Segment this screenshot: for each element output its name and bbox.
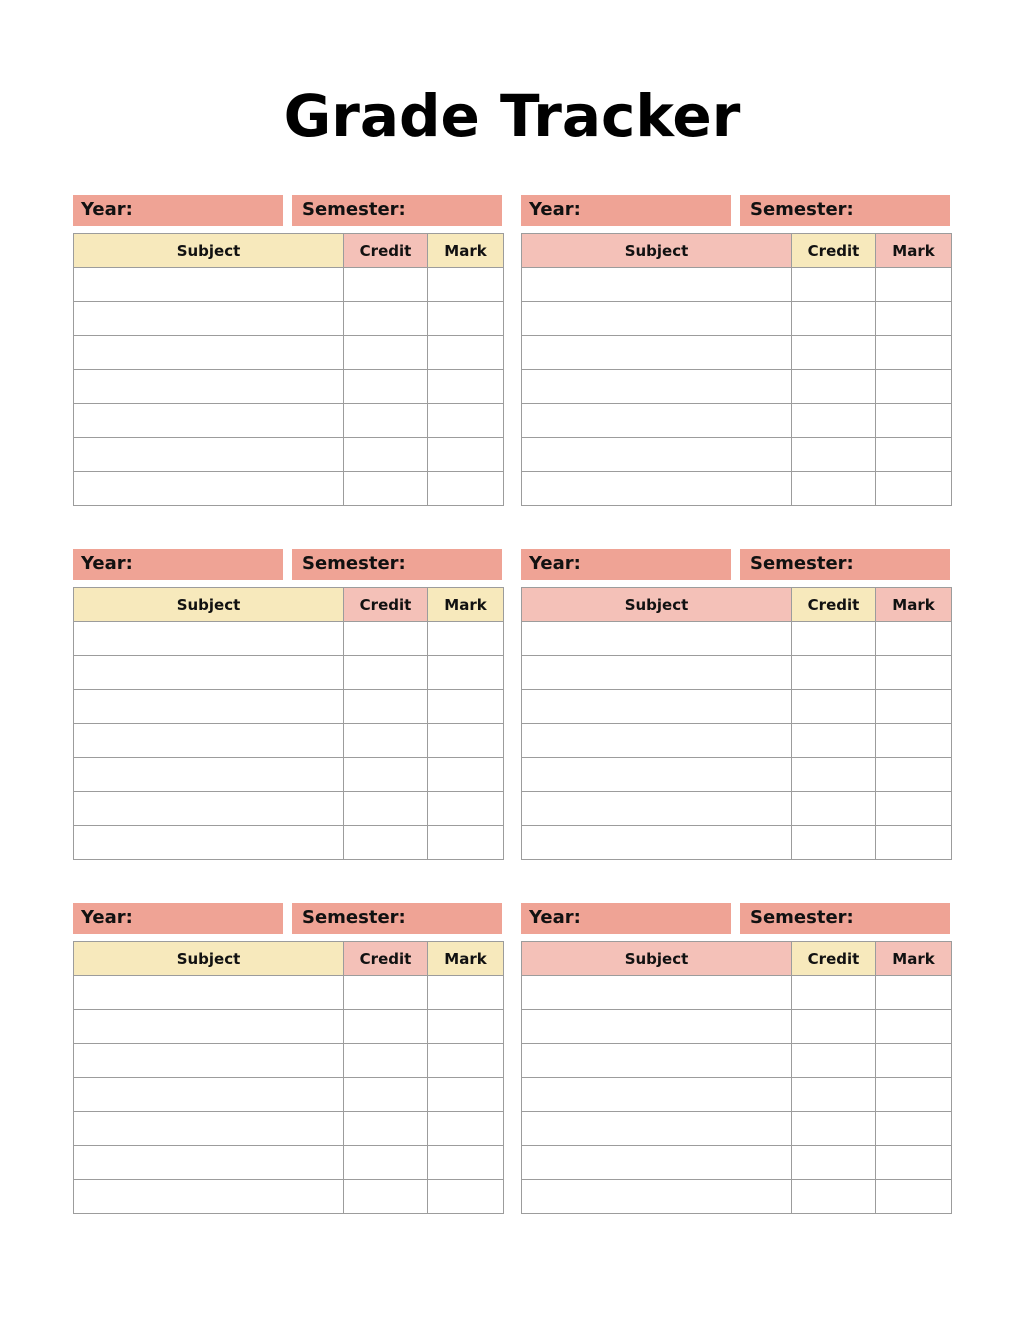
table-header (522, 588, 952, 622)
table-header (74, 588, 504, 622)
table-row (522, 690, 952, 724)
mark-cell[interactable] (876, 758, 952, 792)
credit-cell[interactable] (792, 1010, 876, 1044)
subject-cell[interactable] (522, 1010, 792, 1044)
year-field[interactable] (73, 903, 283, 934)
subject-cell[interactable] (522, 336, 792, 370)
mark-cell[interactable] (428, 976, 504, 1010)
semester-label: Semester: (750, 907, 854, 928)
mark-cell[interactable] (428, 302, 504, 336)
grades-table (73, 941, 504, 1214)
credit-cell[interactable] (792, 268, 876, 302)
mark-cell[interactable] (428, 826, 504, 860)
credit-cell[interactable] (792, 438, 876, 472)
mark-cell[interactable] (428, 1180, 504, 1214)
table-row (522, 438, 952, 472)
table-row (74, 268, 504, 302)
table-row (74, 656, 504, 690)
mark-cell[interactable] (876, 336, 952, 370)
table-header (74, 942, 504, 976)
year-field[interactable] (521, 903, 731, 934)
mark-header: Mark (876, 234, 952, 268)
subject-header: Subject (522, 588, 792, 622)
subject-cell[interactable] (522, 724, 792, 758)
table-row (522, 724, 952, 758)
semester-label: Semester: (302, 907, 406, 928)
subject-cell[interactable] (74, 976, 344, 1010)
table-row (522, 656, 952, 690)
subject-cell[interactable] (522, 438, 792, 472)
credit-cell[interactable] (792, 302, 876, 336)
subject-cell[interactable] (74, 1044, 344, 1078)
subject-cell[interactable] (74, 1146, 344, 1180)
mark-header: Mark (876, 588, 952, 622)
mark-cell[interactable] (428, 1044, 504, 1078)
mark-cell[interactable] (876, 1078, 952, 1112)
grades-table (521, 587, 952, 860)
semester-label: Semester: (750, 199, 854, 220)
mark-cell[interactable] (428, 404, 504, 438)
semester-label: Semester: (302, 553, 406, 574)
subject-cell[interactable] (522, 404, 792, 438)
subject-cell[interactable] (522, 1044, 792, 1078)
credit-cell[interactable] (792, 1112, 876, 1146)
mark-cell[interactable] (876, 976, 952, 1010)
credit-cell[interactable] (344, 656, 428, 690)
mark-cell[interactable] (876, 268, 952, 302)
credit-cell[interactable] (344, 336, 428, 370)
subject-cell[interactable] (74, 1112, 344, 1146)
table-row (522, 336, 952, 370)
table-row (522, 1180, 952, 1214)
credit-cell[interactable] (344, 1146, 428, 1180)
subject-cell[interactable] (522, 1078, 792, 1112)
subject-header: Subject (522, 234, 792, 268)
table-row (74, 724, 504, 758)
credit-cell[interactable] (344, 1010, 428, 1044)
credit-cell[interactable] (344, 370, 428, 404)
credit-cell[interactable] (344, 826, 428, 860)
table-row (74, 404, 504, 438)
mark-cell[interactable] (876, 656, 952, 690)
credit-cell[interactable] (344, 1044, 428, 1078)
mark-header: Mark (428, 942, 504, 976)
credit-cell[interactable] (344, 438, 428, 472)
table-row (74, 336, 504, 370)
table-row (522, 1112, 952, 1146)
table-row (522, 976, 952, 1010)
subject-cell[interactable] (74, 336, 344, 370)
table-row (74, 1044, 504, 1078)
mark-cell[interactable] (876, 302, 952, 336)
year-label: Year: (529, 199, 581, 220)
mark-cell[interactable] (428, 438, 504, 472)
mark-cell[interactable] (428, 724, 504, 758)
table-row (74, 792, 504, 826)
subject-cell[interactable] (74, 758, 344, 792)
credit-cell[interactable] (344, 302, 428, 336)
subject-cell[interactable] (74, 656, 344, 690)
table-row (522, 1010, 952, 1044)
subject-cell[interactable] (522, 690, 792, 724)
subject-cell[interactable] (522, 976, 792, 1010)
subject-cell[interactable] (522, 268, 792, 302)
mark-cell[interactable] (876, 370, 952, 404)
table-row (522, 1078, 952, 1112)
credit-cell[interactable] (792, 1044, 876, 1078)
table-row (522, 472, 952, 506)
mark-cell[interactable] (876, 724, 952, 758)
subject-cell[interactable] (74, 302, 344, 336)
credit-header: Credit (792, 588, 876, 622)
credit-cell[interactable] (344, 404, 428, 438)
year-field[interactable] (73, 549, 283, 580)
subject-header: Subject (522, 942, 792, 976)
credit-cell[interactable] (344, 1112, 428, 1146)
mark-header: Mark (876, 942, 952, 976)
credit-cell[interactable] (792, 976, 876, 1010)
table-row (74, 1010, 504, 1044)
credit-header: Credit (792, 234, 876, 268)
subject-cell[interactable] (522, 302, 792, 336)
mark-cell[interactable] (876, 1044, 952, 1078)
table-row (74, 1112, 504, 1146)
credit-cell[interactable] (792, 656, 876, 690)
year-label: Year: (529, 907, 581, 928)
mark-cell[interactable] (428, 472, 504, 506)
mark-cell[interactable] (428, 370, 504, 404)
mark-cell[interactable] (876, 690, 952, 724)
mark-cell[interactable] (428, 1078, 504, 1112)
credit-cell[interactable] (792, 758, 876, 792)
semester-field[interactable] (292, 195, 502, 226)
credit-header: Credit (344, 942, 428, 976)
credit-cell[interactable] (344, 976, 428, 1010)
subject-cell[interactable] (522, 370, 792, 404)
credit-cell[interactable] (344, 690, 428, 724)
credit-cell[interactable] (792, 1180, 876, 1214)
credit-cell[interactable] (344, 472, 428, 506)
grades-table (73, 233, 504, 506)
mark-cell[interactable] (876, 1112, 952, 1146)
year-field[interactable] (521, 195, 731, 226)
credit-header: Credit (344, 234, 428, 268)
mark-cell[interactable] (876, 826, 952, 860)
credit-cell[interactable] (792, 472, 876, 506)
table-row (522, 792, 952, 826)
table-row (522, 622, 952, 656)
table-header (74, 234, 504, 268)
year-label: Year: (81, 199, 133, 220)
table-row (74, 438, 504, 472)
credit-cell[interactable] (344, 1078, 428, 1112)
year-label: Year: (81, 907, 133, 928)
table-row (74, 976, 504, 1010)
mark-cell[interactable] (428, 656, 504, 690)
table-header (522, 942, 952, 976)
table-row (522, 302, 952, 336)
credit-header: Credit (792, 942, 876, 976)
table-row (522, 1044, 952, 1078)
mark-cell[interactable] (428, 1146, 504, 1180)
mark-cell[interactable] (428, 1010, 504, 1044)
subject-header: Subject (74, 588, 344, 622)
credit-cell[interactable] (792, 724, 876, 758)
subject-cell[interactable] (74, 438, 344, 472)
table-row (74, 1078, 504, 1112)
credit-cell[interactable] (344, 724, 428, 758)
grades-table (521, 233, 952, 506)
mark-cell[interactable] (876, 1146, 952, 1180)
table-row (74, 472, 504, 506)
year-field[interactable] (73, 195, 283, 226)
mark-cell[interactable] (428, 336, 504, 370)
table-row (74, 302, 504, 336)
subject-cell[interactable] (74, 792, 344, 826)
subject-header: Subject (74, 234, 344, 268)
credit-cell[interactable] (344, 1180, 428, 1214)
credit-cell[interactable] (344, 622, 428, 656)
mark-cell[interactable] (876, 472, 952, 506)
table-row (74, 758, 504, 792)
credit-cell[interactable] (792, 1078, 876, 1112)
year-label: Year: (529, 553, 581, 574)
mark-cell[interactable] (876, 792, 952, 826)
subject-cell[interactable] (74, 1180, 344, 1214)
mark-cell[interactable] (428, 622, 504, 656)
semester-label: Semester: (302, 199, 406, 220)
year-field[interactable] (521, 549, 731, 580)
semester-field[interactable] (740, 195, 950, 226)
subject-cell[interactable] (74, 404, 344, 438)
subject-cell[interactable] (74, 690, 344, 724)
credit-header: Credit (344, 588, 428, 622)
subject-cell[interactable] (522, 622, 792, 656)
mark-cell[interactable] (876, 622, 952, 656)
table-row (74, 370, 504, 404)
page-title: Grade Tracker (283, 82, 741, 150)
table-row (74, 622, 504, 656)
mark-header: Mark (428, 234, 504, 268)
credit-cell[interactable] (792, 336, 876, 370)
subject-cell[interactable] (74, 622, 344, 656)
table-header (522, 234, 952, 268)
table-row (522, 758, 952, 792)
table-row (74, 1146, 504, 1180)
semester-field[interactable] (740, 903, 950, 934)
semester-field[interactable] (292, 903, 502, 934)
mark-cell[interactable] (428, 268, 504, 302)
table-row (522, 404, 952, 438)
subject-cell[interactable] (522, 656, 792, 690)
subject-cell[interactable] (74, 472, 344, 506)
mark-cell[interactable] (876, 404, 952, 438)
mark-cell[interactable] (428, 758, 504, 792)
table-row (522, 268, 952, 302)
subject-cell[interactable] (74, 1010, 344, 1044)
subject-cell[interactable] (522, 792, 792, 826)
mark-cell[interactable] (428, 1112, 504, 1146)
year-label: Year: (81, 553, 133, 574)
subject-cell[interactable] (74, 268, 344, 302)
credit-cell[interactable] (792, 1146, 876, 1180)
subject-cell[interactable] (522, 1180, 792, 1214)
subject-cell[interactable] (522, 1112, 792, 1146)
credit-cell[interactable] (792, 690, 876, 724)
table-row (522, 370, 952, 404)
semester-label: Semester: (750, 553, 854, 574)
mark-cell[interactable] (876, 1010, 952, 1044)
mark-cell[interactable] (428, 690, 504, 724)
semester-field[interactable] (292, 549, 502, 580)
mark-cell[interactable] (876, 1180, 952, 1214)
mark-cell[interactable] (876, 438, 952, 472)
credit-cell[interactable] (792, 370, 876, 404)
table-row (522, 826, 952, 860)
subject-cell[interactable] (522, 472, 792, 506)
subject-cell[interactable] (74, 370, 344, 404)
table-row (74, 1180, 504, 1214)
credit-cell[interactable] (792, 792, 876, 826)
mark-cell[interactable] (428, 792, 504, 826)
credit-cell[interactable] (344, 268, 428, 302)
subject-cell[interactable] (74, 1078, 344, 1112)
credit-cell[interactable] (792, 826, 876, 860)
mark-header: Mark (428, 588, 504, 622)
subject-cell[interactable] (74, 826, 344, 860)
subject-cell[interactable] (74, 724, 344, 758)
subject-cell[interactable] (522, 1146, 792, 1180)
subject-header: Subject (74, 942, 344, 976)
credit-cell[interactable] (792, 404, 876, 438)
subject-cell[interactable] (522, 826, 792, 860)
credit-cell[interactable] (792, 622, 876, 656)
grades-table (521, 941, 952, 1214)
table-row (522, 1146, 952, 1180)
table-row (74, 826, 504, 860)
subject-cell[interactable] (522, 758, 792, 792)
credit-cell[interactable] (344, 758, 428, 792)
table-row (74, 690, 504, 724)
credit-cell[interactable] (344, 792, 428, 826)
grades-table (73, 587, 504, 860)
semester-field[interactable] (740, 549, 950, 580)
